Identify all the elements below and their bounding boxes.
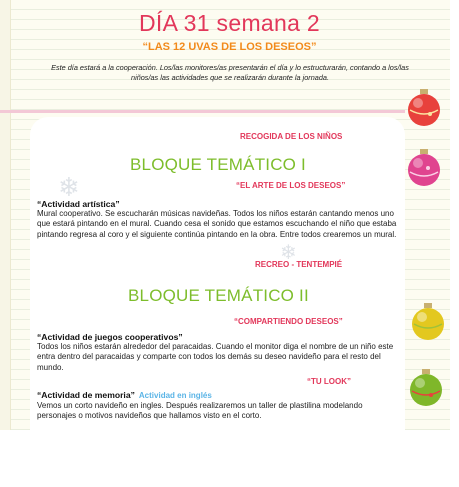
bloque-2-title: BLOQUE TEMÁTICO II bbox=[128, 286, 309, 305]
intro-text: Este día estará a la cooperación. Los/las monitores/as presentarán el día y lo estructurarán, contando a los/las niños/as las actividades que se realizarán durante la jornada. bbox=[51, 63, 409, 82]
recogida-label: RECOGIDA DE LOS NIÑOS bbox=[240, 132, 343, 141]
bloque-2-theme: “COMPARTIENDO DESEOS” bbox=[234, 317, 343, 326]
activity-3-title bbox=[37, 390, 212, 400]
english-activity-tag: Actividad en inglés bbox=[138, 391, 212, 400]
red-ornament-icon bbox=[404, 88, 444, 128]
activity-1-body: Mural cooperativo. Se escucharán músicas navideñas. Todos los niños estarán cantando menos uno que estará pintando en el mural. Cuando cesa el sonido que estamos escuchando el niño que estaba pintando regresa al coro y el siguiente continúa pintando en la obra. Entre todos crearemos un mural. bbox=[37, 209, 397, 239]
snowflake-icon: ❄ bbox=[58, 172, 80, 202]
green-ornament-icon bbox=[406, 368, 446, 408]
bloque-2-theme-2: “TU LOOK” bbox=[307, 377, 351, 386]
activity-3-body: Vemos un corto navideño en ingles. Después realizaremos un taller de plastilina modelando personajes o motivos navideños que hallamos visto en el corto. bbox=[37, 401, 363, 421]
yellow-ornament-icon bbox=[408, 302, 448, 342]
recreo-label: RECREO - TENTEMPIÉ bbox=[255, 260, 343, 269]
snowflake-icon: ❄ bbox=[280, 242, 297, 264]
page-subtitle: “LAS 12 UVAS DE LOS DESEOS” bbox=[142, 41, 317, 53]
bloque-1-theme: “EL ARTE DE LOS DESEOS” bbox=[236, 181, 346, 190]
page-title: DÍA 31 semana 2 bbox=[139, 10, 320, 36]
bloque-1-title: BLOQUE TEMÁTICO I bbox=[130, 155, 306, 174]
activity-2-body: Todos los niños estarán alrededor del paracaidas. Cuando el monitor diga el nombre de un niño este entra dentro del paracaidas y comparte con todos los demás su deseo navideño para el resto del mundo. bbox=[37, 342, 394, 372]
activity-3-title-text: “Actividad de memoria” bbox=[37, 390, 135, 400]
pink-tape-strip bbox=[0, 110, 405, 113]
pink-ornament-icon bbox=[404, 148, 444, 188]
activity-2-title: “Actividad de juegos cooperativos” bbox=[37, 332, 183, 342]
activity-1-title: “Actividad artística” bbox=[37, 199, 120, 209]
